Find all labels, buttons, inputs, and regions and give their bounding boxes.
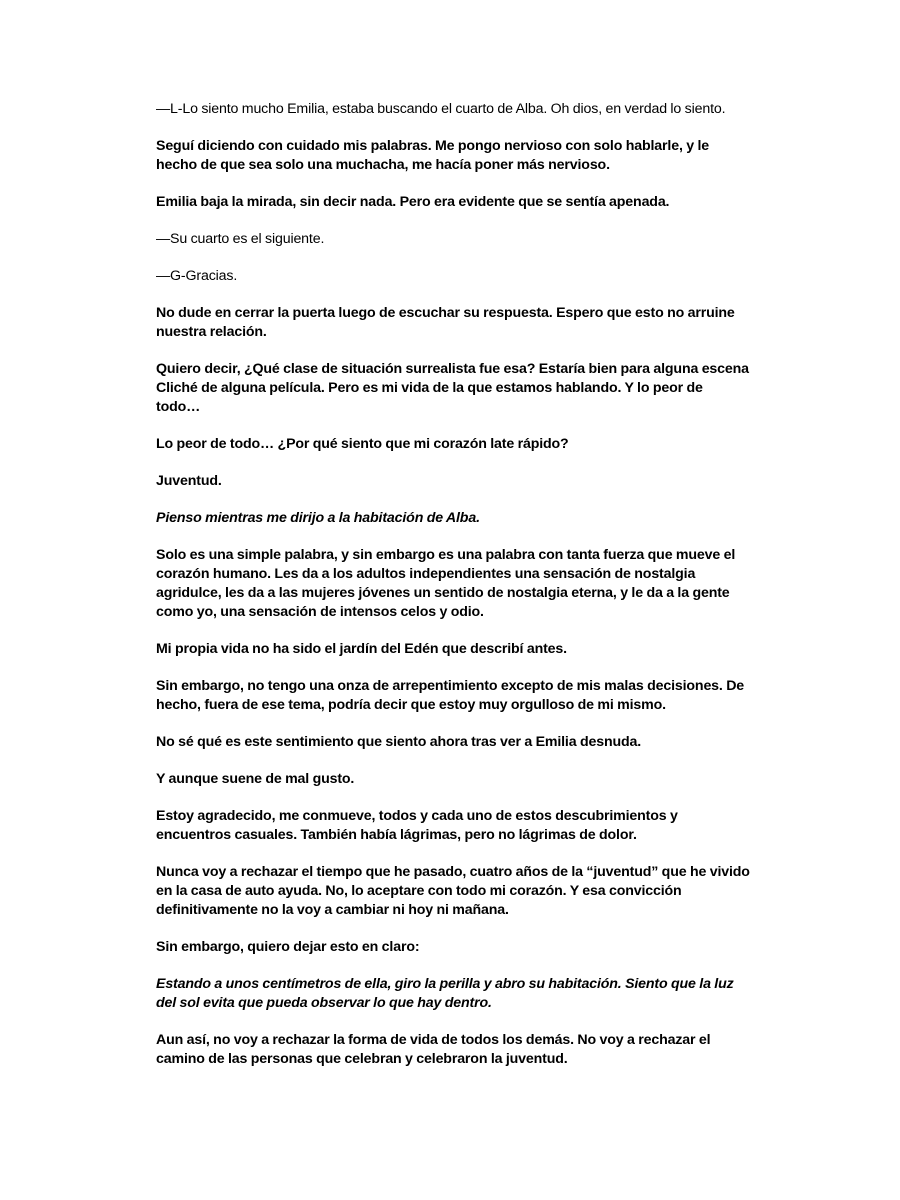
- paragraph-6: No dude en cerrar la puerta luego de escuchar su respuesta. Espero que esto no arruine nuestra relación.: [156, 305, 735, 340]
- paragraph-12: Mi propia vida no ha sido el jardín del Edén que describí antes.: [156, 641, 567, 657]
- paragraph-5: —G-Gracias.: [156, 268, 238, 284]
- paragraph-9: Juventud.: [156, 473, 222, 489]
- paragraph-16: Estoy agradecido, me conmueve, todos y cada uno de estos descubrimientos y encuentros casuales. También había lágrimas, pero no lágrimas de dolor.: [156, 808, 678, 843]
- paragraph-14: No sé qué es este sentimiento que siento ahora tras ver a Emilia desnuda.: [156, 734, 642, 750]
- paragraph-8: Lo peor de todo… ¿Por qué siento que mi corazón late rápido?: [156, 436, 569, 452]
- paragraph-13: Sin embargo, no tengo una onza de arrepentimiento excepto de mis malas decisiones. De hecho, fuera de ese tema, podría decir que estoy muy orgulloso de mi mismo.: [156, 678, 745, 713]
- paragraph-20: Aun así, no voy a rechazar la forma de vida de todos los demás. No voy a rechazar el camino de las personas que celebran y celebraron la juventud.: [156, 1032, 711, 1067]
- paragraph-17: Nunca voy a rechazar el tiempo que he pasado, cuatro años de la “juventud” que he vivido en la casa de auto ayuda. No, lo aceptare con todo mi corazón. Y esa convicción definitivamente no la voy a cambiar ni hoy ni mañana.: [156, 864, 750, 918]
- paragraph-18: Sin embargo, quiero dejar esto en claro:: [156, 939, 420, 955]
- paragraph-10: Pienso mientras me dirijo a la habitación de Alba.: [156, 510, 480, 526]
- paragraph-2: Seguí diciendo con cuidado mis palabras. Me pongo nervioso con solo hablarle, y le hecho de que sea solo una muchacha, me hacía poner más nervioso.: [156, 138, 709, 173]
- paragraph-4: —Su cuarto es el siguiente.: [156, 231, 325, 247]
- paragraph-3: Emilia baja la mirada, sin decir nada. Pero era evidente que se sentía apenada.: [156, 194, 670, 210]
- paragraph-19: Estando a unos centímetros de ella, giro la perilla y abro su habitación. Siento que la luz del sol evita que pueda observar lo que hay dentro.: [156, 976, 734, 1011]
- paragraph-7: Quiero decir, ¿Qué clase de situación surrealista fue esa? Estaría bien para alguna escena Cliché de alguna película. Pero es mi vida de la que estamos hablando. Y lo peor de todo…: [156, 361, 749, 415]
- paragraph-11: Solo es una simple palabra, y sin embargo es una palabra con tanta fuerza que mueve el corazón humano. Les da a los adultos independientes una sensación de nostalgia agridulce, les da a las mujeres jóvenes un sentido de nostalgia eterna, y le da a la gente como yo, una sensación de intensos celos y odio.: [156, 547, 736, 620]
- paragraph-15: Y aunque suene de mal gusto.: [156, 771, 355, 787]
- paragraph-1: —L-Lo siento mucho Emilia, estaba buscando el cuarto de Alba. Oh dios, en verdad lo siento.: [156, 101, 726, 117]
